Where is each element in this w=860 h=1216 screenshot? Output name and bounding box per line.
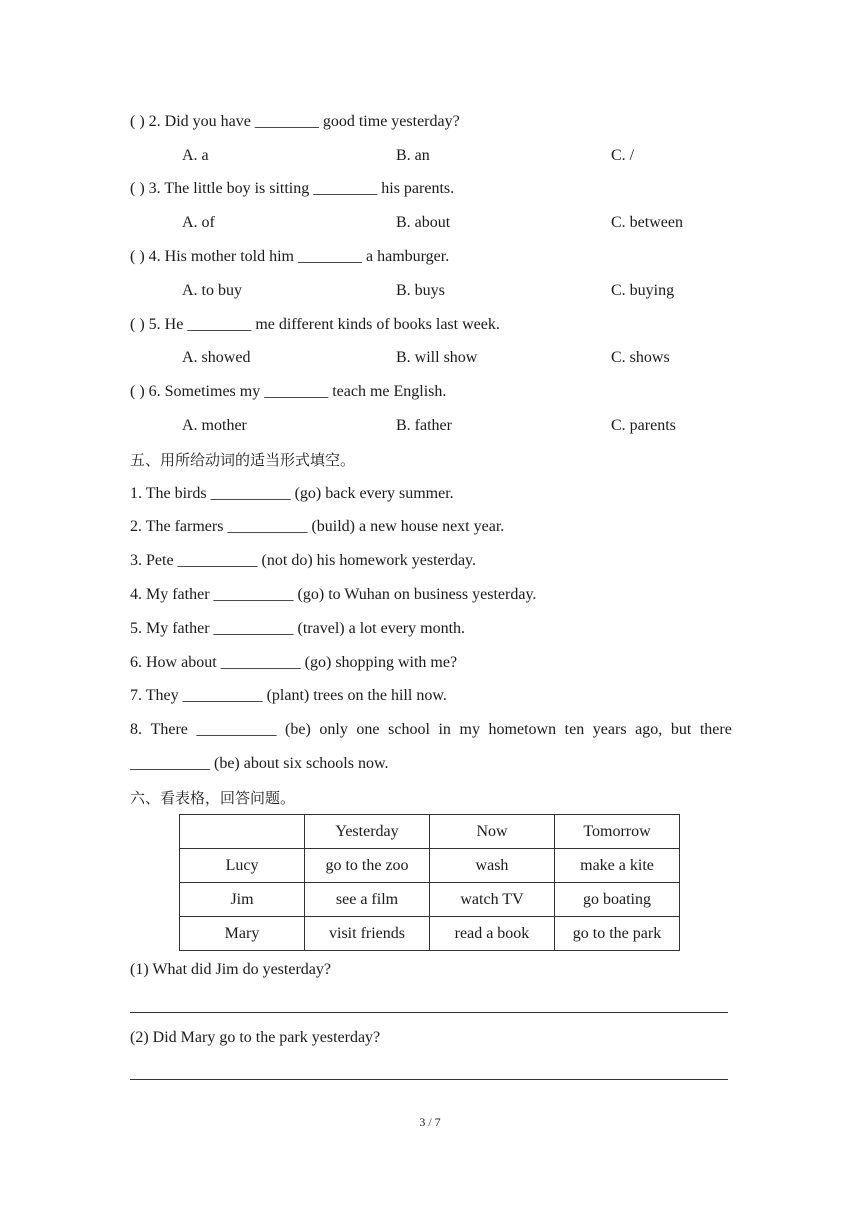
table-cell: Mary xyxy=(180,917,305,951)
option-a: A. showed xyxy=(182,349,251,366)
section-6-heading: 六、看表格，回答问题。 xyxy=(130,789,296,807)
table-cell: read a book xyxy=(430,917,555,951)
option-b: B. buys xyxy=(396,282,445,299)
option-a: A. to buy xyxy=(182,282,242,299)
page-number: 3 / 7 xyxy=(419,1115,441,1129)
table-header-cell: Yesterday xyxy=(305,815,430,849)
option-c: C. between xyxy=(611,214,683,231)
fill-item-4: 4. My father __________ (go) to Wuhan on business yesterday. xyxy=(130,586,537,603)
question-3: ( ) 3. The little boy is sitting ________ his parents. xyxy=(130,180,455,197)
table-cell: watch TV xyxy=(430,883,555,917)
question-6-options xyxy=(182,416,742,436)
fill-item-8-continued: __________ (be) about six schools now. xyxy=(130,755,389,772)
question-5-options xyxy=(182,348,742,368)
table-cell: wash xyxy=(430,849,555,883)
option-b: B. father xyxy=(396,417,452,434)
table-question-1: (1) What did Jim do yesterday? xyxy=(130,961,331,978)
activity-table xyxy=(179,814,680,951)
table-cell: go to the zoo xyxy=(305,849,430,883)
section-5-heading: 五、用所给动词的适当形式填空。 xyxy=(130,451,356,469)
option-c: C. buying xyxy=(611,282,675,299)
table-row xyxy=(180,849,680,883)
table-cell: visit friends xyxy=(305,917,430,951)
question-3-options xyxy=(182,213,742,233)
option-b: B. an xyxy=(396,147,430,164)
option-a: A. mother xyxy=(182,417,247,434)
question-6: ( ) 6. Sometimes my ________ teach me English. xyxy=(130,383,447,400)
question-2: ( ) 2. Did you have ________ good time yesterday? xyxy=(130,113,460,130)
question-4: ( ) 4. His mother told him ________ a hamburger. xyxy=(130,248,450,265)
fill-item-6: 6. How about __________ (go) shopping with me? xyxy=(130,654,458,671)
table-cell: Lucy xyxy=(180,849,305,883)
fill-item-8: 8. There __________ (be) only one school in my hometown ten years ago, but there xyxy=(130,721,732,738)
option-c: C. parents xyxy=(611,417,676,434)
option-c: C. shows xyxy=(611,349,670,366)
fill-item-7: 7. They __________ (plant) trees on the hill now. xyxy=(130,687,447,704)
fill-item-3: 3. Pete __________ (not do) his homework yesterday. xyxy=(130,552,477,569)
answer-line-1[interactable] xyxy=(130,1012,728,1013)
table-header-cell: Now xyxy=(430,815,555,849)
option-b: B. will show xyxy=(396,349,478,366)
question-2-options xyxy=(182,146,742,166)
fill-item-1: 1. The birds __________ (go) back every summer. xyxy=(130,485,454,502)
option-b: B. about xyxy=(396,214,451,231)
fill-item-5: 5. My father __________ (travel) a lot every month. xyxy=(130,620,466,637)
question-4-options xyxy=(182,281,742,301)
table-question-2: (2) Did Mary go to the park yesterday? xyxy=(130,1029,381,1046)
option-a: A. a xyxy=(182,147,209,164)
fill-item-2: 2. The farmers __________ (build) a new house next year. xyxy=(130,518,505,535)
table-cell: make a kite xyxy=(555,849,680,883)
table-cell: go boating xyxy=(555,883,680,917)
table-cell: go to the park xyxy=(555,917,680,951)
table-cell: see a film xyxy=(305,883,430,917)
answer-line-2[interactable] xyxy=(130,1079,728,1080)
option-c: C. / xyxy=(611,147,635,164)
table-header-row xyxy=(180,815,680,849)
table-row xyxy=(180,917,680,951)
question-5: ( ) 5. He ________ me different kinds of books last week. xyxy=(130,316,500,333)
option-a: A. of xyxy=(182,214,215,231)
table-header-cell: Tomorrow xyxy=(555,815,680,849)
table-cell: Jim xyxy=(180,883,305,917)
table-header-cell xyxy=(180,815,305,849)
table-row xyxy=(180,883,680,917)
